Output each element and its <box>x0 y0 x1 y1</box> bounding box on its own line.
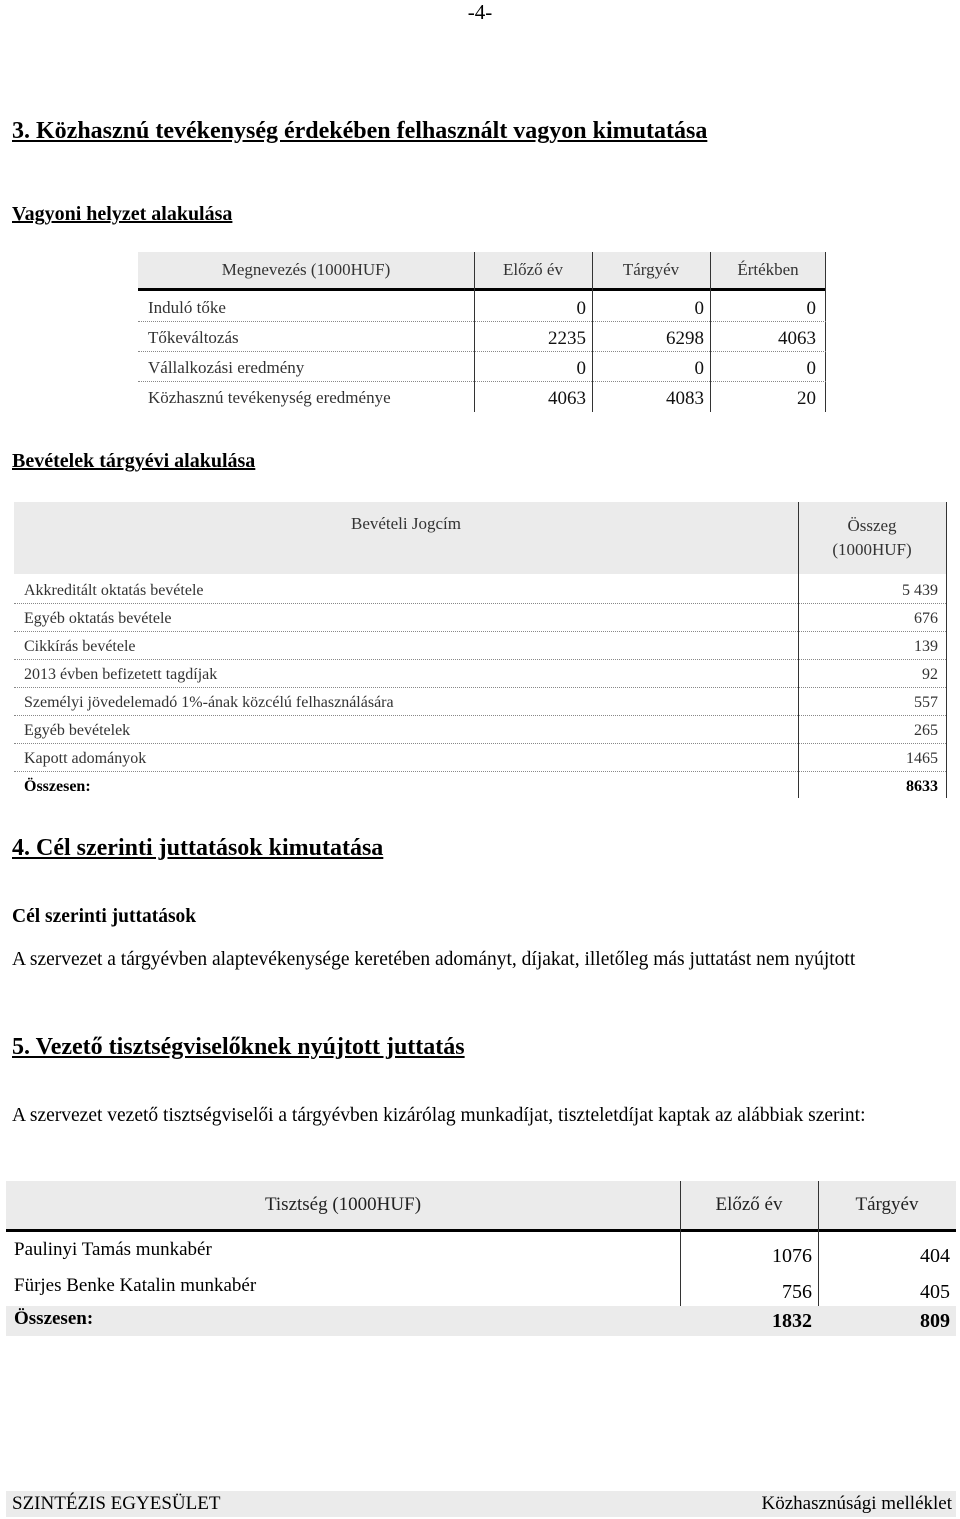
header-revenue-title: Bevételi Jogcím <box>350 514 461 533</box>
header-current-year: Tárgyév <box>855 1194 919 1215</box>
table-row <box>14 688 946 716</box>
total-row <box>6 1306 956 1336</box>
row-amount: 1465 <box>906 750 938 767</box>
header-position: Tisztség (1000HUF) <box>264 1194 422 1215</box>
row-amount: 92 <box>922 666 938 683</box>
total-label: Összesen: <box>14 1308 94 1329</box>
table-row <box>14 716 946 744</box>
table-row <box>138 292 826 322</box>
header-amount-line2: (1000HUF) <box>832 540 912 559</box>
prev-value: 1076 <box>772 1245 812 1267</box>
header-current-year: Tárgyév <box>622 260 680 279</box>
prev-value: 0 <box>576 298 586 319</box>
revenue-table-header <box>14 502 946 574</box>
header-prev-year: Előző év <box>715 1194 783 1215</box>
total-label: Összesen: <box>24 778 91 795</box>
row-amount: 676 <box>914 610 938 627</box>
diff-value: 0 <box>806 298 816 319</box>
prev-value: 756 <box>782 1281 812 1303</box>
table-row <box>6 1235 956 1271</box>
header-amount <box>798 514 946 562</box>
table-row <box>14 660 946 688</box>
prev-value: 0 <box>576 358 586 379</box>
row-amount: 265 <box>914 722 938 739</box>
diff-value: 20 <box>797 388 816 409</box>
asset-subtitle: Vagyoni helyzet alakulása <box>12 203 233 225</box>
section4-subtitle: Cél szerinti juttatások <box>12 906 197 927</box>
row-label: Paulinyi Tamás munkabér <box>14 1239 212 1260</box>
row-label: Induló tőke <box>148 298 226 317</box>
row-label: Tőkeváltozás <box>148 328 239 347</box>
diff-value: 4063 <box>778 328 816 349</box>
header-name: Megnevezés (1000HUF) <box>221 260 391 279</box>
row-amount: 5 439 <box>902 582 938 599</box>
prev-value: 4063 <box>548 388 586 409</box>
total-row <box>14 772 946 800</box>
table-row <box>138 382 826 412</box>
prev-value: 2235 <box>548 328 586 349</box>
page-number: -4- <box>467 0 493 24</box>
row-label: Cikkírás bevétele <box>24 638 136 655</box>
officials-table-header <box>6 1181 956 1232</box>
curr-value: 405 <box>920 1281 950 1303</box>
row-label: Személyi jövedelemadó 1%-ának közcélú felhasználására <box>24 694 394 711</box>
row-amount: 139 <box>914 638 938 655</box>
section4-text: A szervezet a tárgyévben alaptevékenysége keretében adományt, díjakat, illetőleg más juttatást nem nyújtott <box>12 949 856 970</box>
row-label: Egyéb bevételek <box>24 722 131 739</box>
total-amount: 8633 <box>906 778 938 795</box>
section3-title: 3. Közhasznú tevékenység érdekében felhasznált vagyon kimutatása <box>12 118 708 144</box>
curr-value: 4083 <box>666 388 704 409</box>
revenue-title: Bevételek tárgyévi alakulása <box>12 450 256 472</box>
footer <box>6 1491 956 1517</box>
table-row <box>14 632 946 660</box>
footer-doc: Közhasznúsági melléklet <box>761 1493 952 1514</box>
total-prev: 1832 <box>772 1310 812 1332</box>
header-prev-year: Előző év <box>503 260 563 279</box>
section4-title: 4. Cél szerinti juttatások kimutatása <box>12 835 384 861</box>
table-row <box>14 744 946 772</box>
section5-title: 5. Vezető tisztségviselőknek nyújtott juttatás <box>12 1034 465 1060</box>
diff-value: 0 <box>806 358 816 379</box>
header-amount-line1: Összeg <box>847 516 897 535</box>
table-row <box>6 1271 956 1307</box>
row-amount: 557 <box>914 694 938 711</box>
row-label: Akkreditált oktatás bevétele <box>24 582 204 599</box>
curr-value: 0 <box>694 358 704 379</box>
total-curr: 809 <box>920 1310 950 1332</box>
row-label: Vállalkozási eredmény <box>148 358 305 377</box>
footer-org: SZINTÉZIS EGYESÜLET <box>12 1493 221 1514</box>
curr-value: 404 <box>920 1245 950 1267</box>
table-row <box>138 352 826 382</box>
row-label: Egyéb oktatás bevétele <box>24 610 172 627</box>
asset-table-header <box>138 252 826 291</box>
table-row <box>14 604 946 632</box>
section5-text: A szervezet vezető tisztségviselői a tárgyévben kizárólag munkadíjat, tiszteletdíjat kaptak az alábbiak szerint: <box>12 1105 866 1126</box>
row-label: Fürjes Benke Katalin munkabér <box>14 1275 257 1296</box>
header-difference: Értékben <box>737 260 799 279</box>
row-label: 2013 évben befizetett tagdíjak <box>24 666 218 683</box>
curr-value: 0 <box>694 298 704 319</box>
table-row <box>14 576 946 604</box>
table-row <box>138 322 826 352</box>
row-label: Közhasznú tevékenység eredménye <box>148 388 391 407</box>
row-label: Kapott adományok <box>24 750 147 767</box>
curr-value: 6298 <box>666 328 704 349</box>
